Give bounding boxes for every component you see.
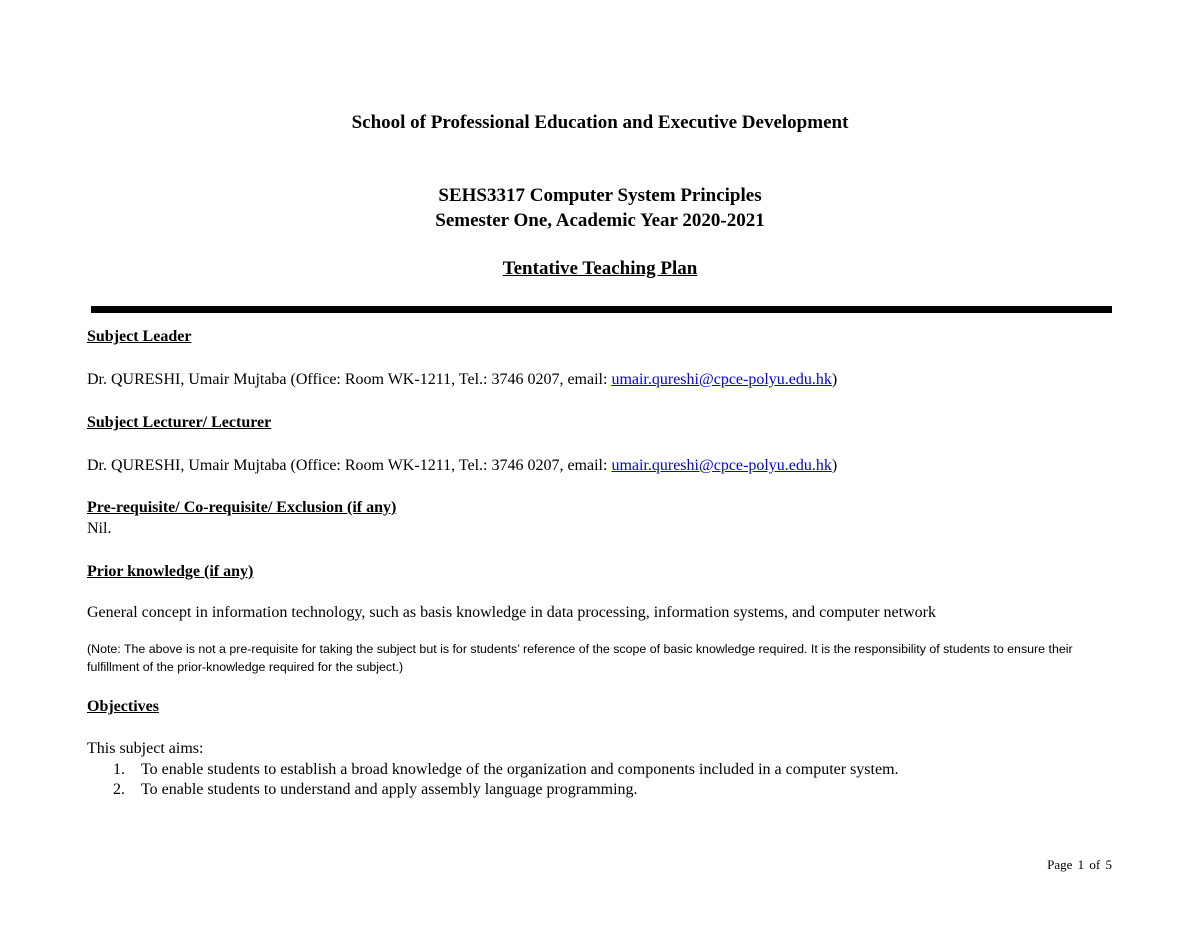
objectives-heading: Objectives: [87, 698, 159, 715]
prior-knowledge-heading: Prior knowledge (if any): [87, 563, 254, 580]
objective-item: [113, 760, 899, 780]
semester-title: Semester One, Academic Year 2020-2021: [435, 210, 765, 231]
subject-leader-text: Dr. QURESHI, Umair Mujtaba (Office: Room WK-1211, Tel.: 3746 0207, email:: [87, 371, 612, 388]
subject-lecturer-info: [87, 456, 837, 476]
subject-leader-text-end: ): [831, 371, 838, 388]
prior-knowledge-text: General concept in information technology, such as basis knowledge in data processing, information systems, and computer network: [87, 604, 936, 621]
school-title: School of Professional Education and Executive Development: [351, 112, 849, 133]
prior-knowledge-note: (Note: The above is not a pre-requisite for taking the subject but is for students’ reference of the scope of basic knowledge required. It is the responsibility of students to ensure their fulfillment of the prior-knowledge required for the subject.): [87, 642, 1073, 674]
subject-lecturer-text-end: ): [831, 457, 838, 474]
subject-lecturer-heading: Subject Lecturer/ Lecturer: [87, 414, 272, 431]
subject-leader-info: [87, 370, 837, 390]
page-number: Page 1 of 5: [1047, 857, 1112, 872]
teaching-plan-label: Tentative Teaching Plan: [502, 258, 698, 279]
teaching-plan-title: [0, 257, 1200, 281]
subject-leader-email-link[interactable]: umair.qureshi@cpce-polyu.edu.hk: [611, 371, 832, 388]
prerequisite-heading: Pre-requisite/ Co-requisite/ Exclusion (if any): [87, 499, 397, 516]
subject-title: SEHS3317 Computer System Principles: [438, 185, 762, 206]
subject-leader-heading: Subject Leader: [87, 328, 192, 345]
objectives-list: [113, 760, 899, 800]
objective-number: 1.: [113, 761, 125, 778]
objective-number: 2.: [113, 781, 125, 798]
objective-text: To enable students to understand and apply assembly language programming.: [141, 781, 638, 798]
horizontal-rule: [91, 306, 1112, 313]
objectives-intro: This subject aims:: [87, 740, 204, 757]
subject-lecturer-email-link[interactable]: umair.qureshi@cpce-polyu.edu.hk: [611, 457, 832, 474]
objective-item: [113, 780, 899, 800]
objective-text: To enable students to establish a broad knowledge of the organization and components included in a computer system.: [141, 761, 899, 778]
prerequisite-text: Nil.: [87, 520, 112, 537]
subject-lecturer-text: Dr. QURESHI, Umair Mujtaba (Office: Room WK-1211, Tel.: 3746 0207, email:: [87, 457, 612, 474]
